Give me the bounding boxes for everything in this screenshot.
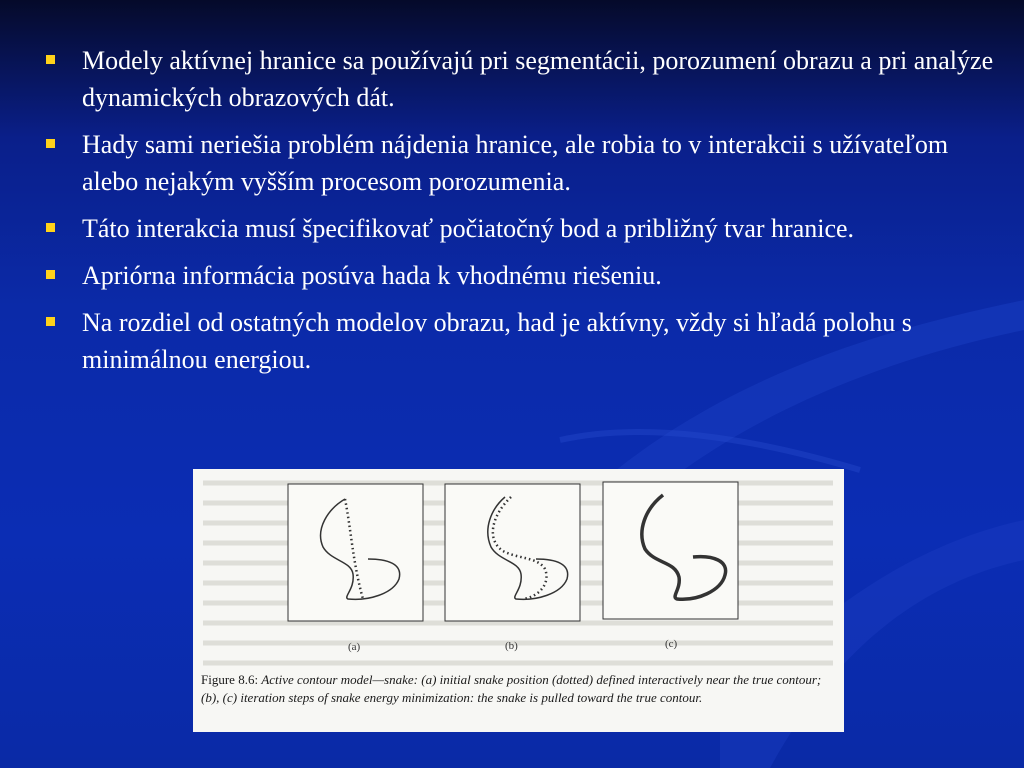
figure-caption	[201, 671, 837, 707]
bullet-text: Táto interakcia musí špecifikovať počiatočný bod a približný tvar hranice.	[82, 214, 855, 243]
bullet-item	[44, 210, 1004, 247]
bullet-text: Na rozdiel od ostatných modelov obrazu, had je aktívny, vždy si hľadá polohu s minimálnou energiou.	[82, 308, 912, 374]
bullet-square-icon	[46, 55, 55, 64]
panel-label-b: (b)	[505, 640, 518, 652]
bullet-item	[44, 42, 1004, 116]
snake-figure	[193, 469, 844, 732]
panel-c	[603, 482, 738, 619]
bullet-list	[44, 42, 1004, 388]
bullet-square-icon	[46, 139, 55, 148]
bullet-square-icon	[46, 317, 55, 326]
caption-text: Active contour model—snake: (a) initial snake position (dotted) defined interactively near the true contour; (b), (c) iteration steps of snake energy minimization: the snake is pulled toward the true contour.	[201, 672, 822, 705]
bullet-text: Modely aktívnej hranice sa používajú pri segmentácii, porozumení obrazu a pri analýze dynamických obrazových dát.	[82, 46, 994, 112]
panel-b	[445, 484, 580, 621]
bullet-text: Hady sami neriešia problém nájdenia hranice, ale robia to v interakcii s užívateľom alebo nejakým vyšším procesom porozumenia.	[82, 130, 949, 196]
panel-a	[288, 484, 423, 621]
bullet-item	[44, 257, 1004, 294]
bullet-square-icon	[46, 223, 55, 232]
bullet-square-icon	[46, 270, 55, 279]
bullet-text: Apriórna informácia posúva hada k vhodnému riešeniu.	[82, 261, 662, 290]
caption-label: Figure 8.6:	[201, 672, 259, 687]
bullet-item	[44, 304, 1004, 378]
panel-label-a: (a)	[348, 641, 361, 653]
panel-label-c: (c)	[665, 638, 678, 650]
bullet-item	[44, 126, 1004, 200]
